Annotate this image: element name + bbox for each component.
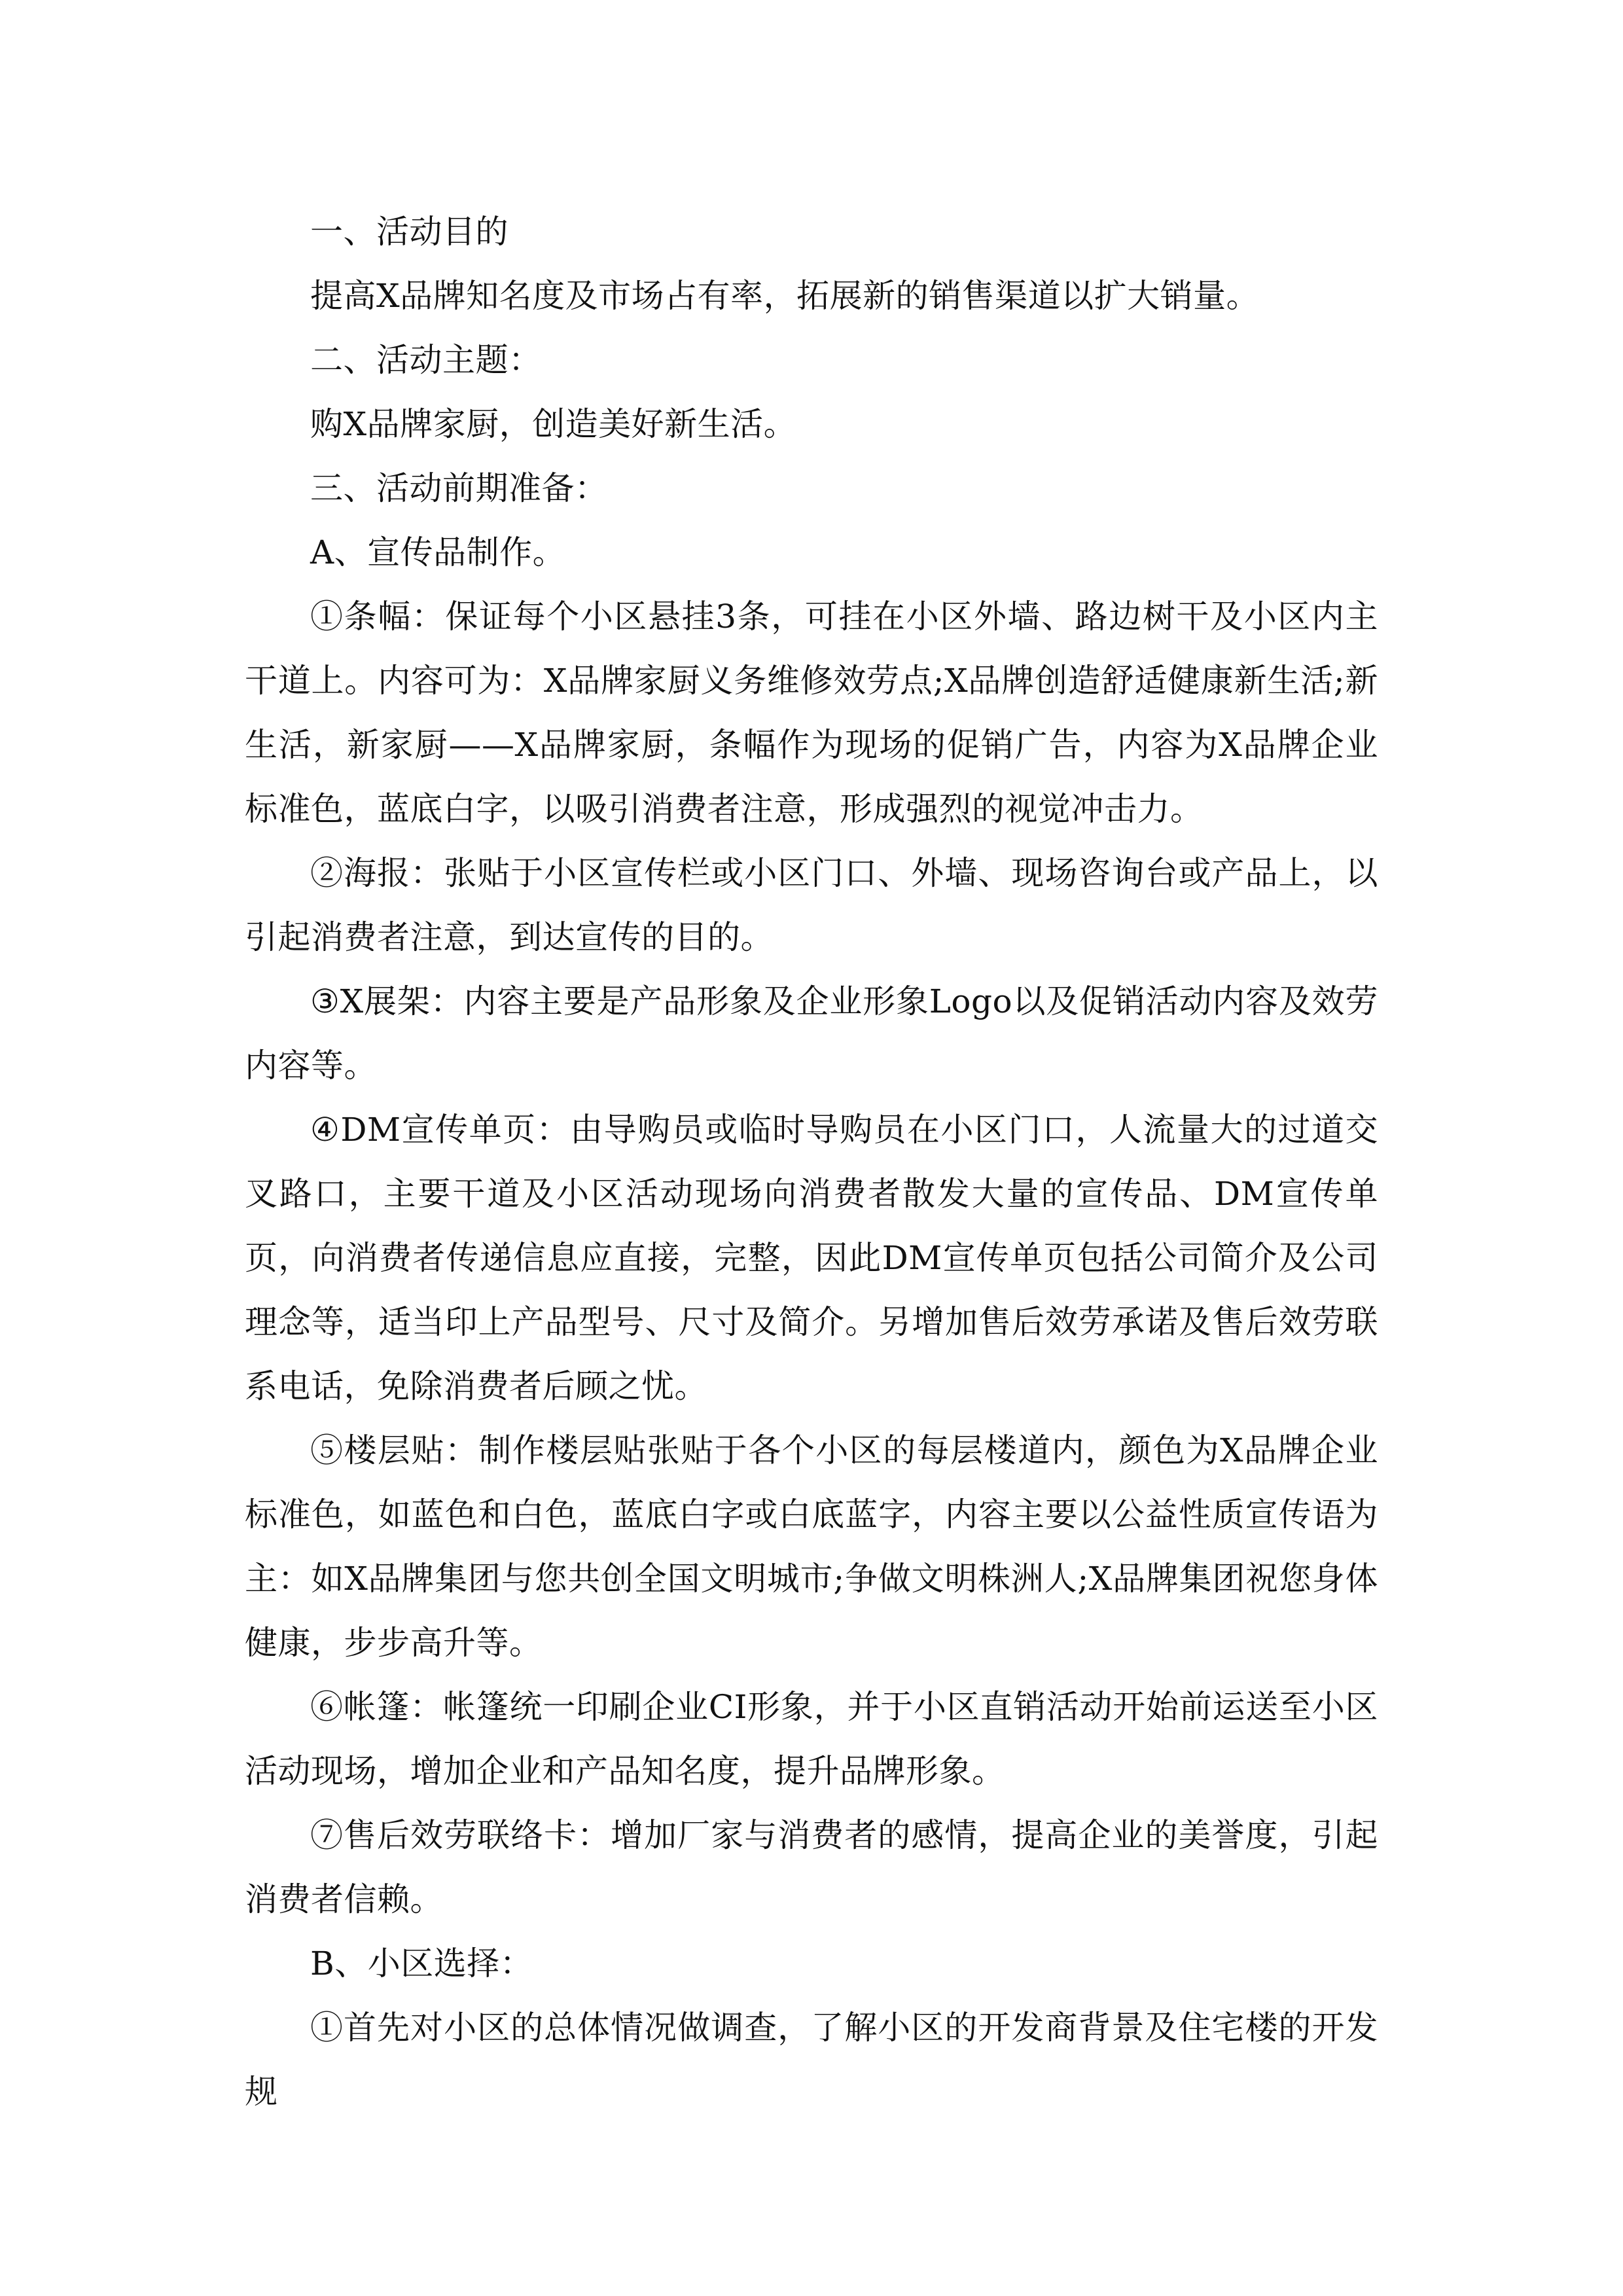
section-heading-objective: 一、活动目的 xyxy=(310,213,508,251)
paragraph-x-stand: ③X展架：内容主要是产品形象及企业形象Logo以及促销活动内容及效劳内容等。 xyxy=(245,982,1378,1085)
paragraph-service-card: ⑦售后效劳联络卡：增加厂家与消费者的感情，提高企业的美誉度，引起消费者信赖。 xyxy=(245,1816,1378,1918)
paragraph-dm-flyer: ④DM宣传单页：由导购员或临时导购员在小区门口，人流量大的过道交叉路口，主要干道及小区活动现场向消费者散发大量的宣传品、DM宣传单页，向消费者传递信息应直接，完整，因此DM宣传单页包括公司简介及公司理念等，适当印上产品型号、尺寸及简介。另增加售后效劳承诺及售后效劳联系电话，免除消费者后顾之忧。 xyxy=(245,1111,1378,1405)
paragraph-tent: ⑥帐篷：帐篷统一印刷企业CI形象，并于小区直销活动开始前运送至小区活动现场，增加企业和产品知名度，提升品牌形象。 xyxy=(245,1688,1378,1790)
paragraph-objective: 提高X品牌知名度及市场占有率，拓展新的销售渠道以扩大销量。 xyxy=(310,277,1260,315)
paragraph-theme: 购X品牌家厨，创造美好新生活。 xyxy=(310,405,797,443)
subheading-promo-materials: A、宣传品制作。 xyxy=(310,533,566,571)
document-body xyxy=(245,200,1378,2124)
paragraph-banner: ①条幅：保证每个小区悬挂3条，可挂在小区外墙、路边树干及小区内主干道上。内容可为：X品牌家厨义务维修效劳点;X品牌创造舒适健康新生活;新生活，新家厨——X品牌家厨，条幅作为现场的促销广告，内容为X品牌企业标准色，蓝底白字，以吸引消费者注意，形成强烈的视觉冲击力。 xyxy=(245,598,1378,828)
section-heading-theme: 二、活动主题： xyxy=(310,341,542,379)
subheading-community-selection: B、小区选择： xyxy=(310,1945,533,1982)
section-heading-preparation: 三、活动前期准备： xyxy=(310,469,608,507)
paragraph-community-survey: ①首先对小区的总体情况做调查，了解小区的开发商背景及住宅楼的开发规 xyxy=(245,2009,1378,2111)
paragraph-floor-sticker: ⑤楼层贴：制作楼层贴张贴于各个小区的每层楼道内，颜色为X品牌企业标准色，如蓝色和白色，蓝底白字或白底蓝字，内容主要以公益性质宣传语为主：如X品牌集团与您共创全国文明城市;争做文明株洲人;X品牌集团祝您身体健康，步步高升等。 xyxy=(245,1431,1378,1662)
paragraph-poster: ②海报：张贴于小区宣传栏或小区门口、外墙、现场咨询台或产品上，以引起消费者注意，到达宣传的目的。 xyxy=(245,854,1378,956)
